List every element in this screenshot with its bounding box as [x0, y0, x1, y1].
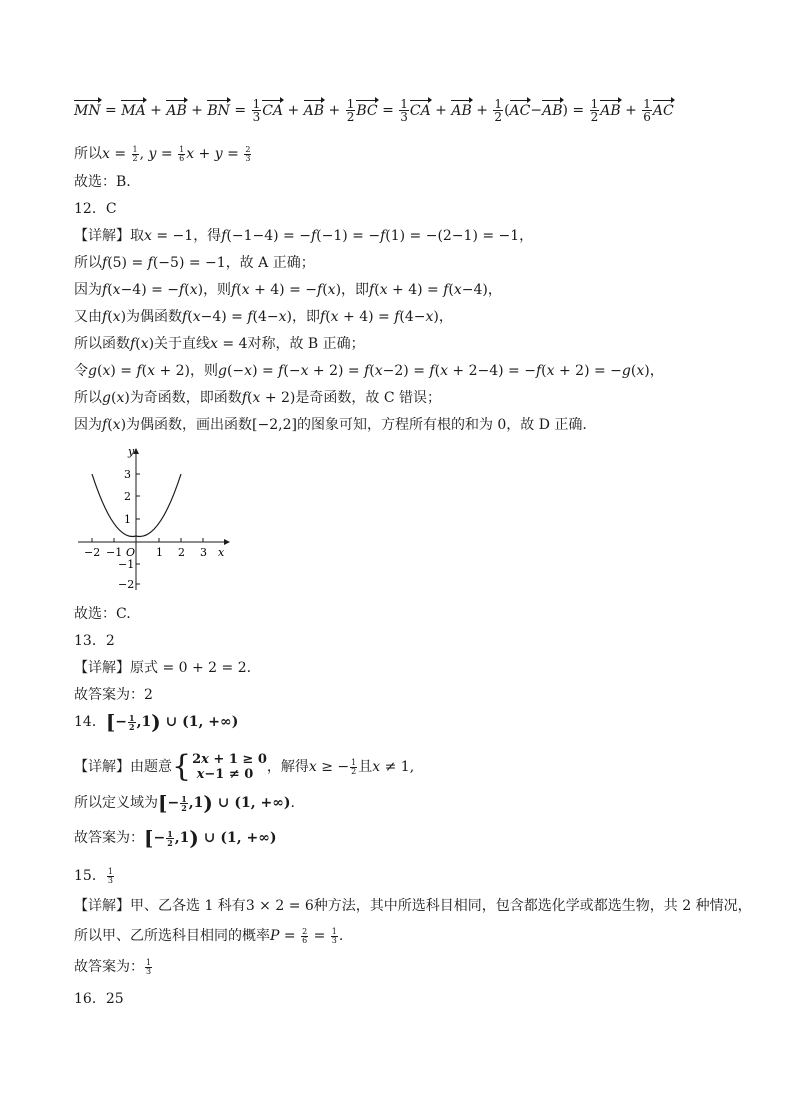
y-tick-label: 3: [124, 468, 131, 481]
x-tick-label: −1: [106, 546, 123, 559]
y-tick-label: −1: [118, 558, 135, 571]
question-16: 16．25: [74, 991, 124, 1007]
y-tick-label: 1: [124, 513, 131, 526]
question-14: 14．[− $\frac{1}{2}$ ,1) ∪ (1, +∞): [74, 710, 239, 734]
detail-15: 【详解】甲、乙各选 1 科有3 × 2 = 6种方法，其中所选科目相同，包含都选化学或都选生物，共 2 种情况，: [74, 898, 752, 914]
detail-14: 【详解】由题意 { 2x + 1 ≥ 0 x−1 ≠ 0 ，解得x ≥ − $\frac{1}{2}$ 且x ≠ 1,: [74, 749, 415, 784]
detail-12-line7: 所以g(x)为奇函数，即函数f(x + 2)是奇函数，故 C 错误；: [74, 390, 441, 406]
y-tick-label: −2: [118, 578, 135, 591]
detail-12-line5: 所以函数f(x)关于直线x = 4对称，故 B 正确；: [74, 336, 365, 352]
question-13: 13．2: [74, 633, 115, 649]
x-tick-label: −2: [84, 546, 101, 559]
solution-xy: 所以x = $\frac{1}{2}$ , y = $\frac{1}{6}$ x + y = $\frac{2}{3}$: [74, 144, 251, 163]
detail-12-line1: 【详解】取x = −1，得f(−1−4) = −f(−1) = −f(1) = −(2−1) = −1，: [74, 228, 534, 244]
x-tick-label: 1: [156, 546, 163, 559]
detail-14-line2: 所以定义域为[− $\frac{1}{2}$ ,1) ∪ (1, +∞).: [74, 791, 295, 815]
x-axis-arrow: [224, 539, 230, 545]
detail-12-line8: 因为f(x)为偶函数，画出函数[−2,2]的图象可知，方程所有根的和为 0，故 D 正确.: [74, 417, 587, 433]
answer-11: 故选：B.: [74, 174, 131, 190]
detail-15-line2: 所以甲、乙所选科目相同的概率P = $\frac{2}{6}$ = $\frac{1}{3}$ .: [74, 926, 344, 945]
question-15: 15． $\frac{1}{3}$: [74, 866, 113, 885]
answer-12: 故选：C.: [74, 606, 131, 622]
vector-equation: MN = MA + AB + BN = $\frac{1}{3}$ CA + AB + $\frac{1}{2}$ BC = $\frac{1}{3}$ CA + AB + $\frac{1}{2}$ (AC−AB) = $\frac{1}{2}$ AB + $\frac{1}{6}$ AC: [74, 97, 674, 124]
y-axis-label: y: [128, 445, 135, 458]
question-12: 12．C: [74, 201, 117, 217]
origin-label: O: [126, 546, 136, 559]
answer-13: 故答案为：2: [74, 687, 153, 703]
text: 所以: [74, 146, 102, 162]
detail-12-line2: 所以f(5) = f(−5) = −1，故 A 正确；: [74, 255, 315, 271]
detail-12-line3: 因为f(x−4) = −f(x)，则f(x + 4) = −f(x)，即f(x + 4) = f(x−4)，: [74, 282, 502, 298]
x-tick-label: 3: [200, 546, 207, 559]
detail-12-line4: 又由f(x)为偶函数f(x−4) = f(4−x)，即f(x + 4) = f(4−x)，: [74, 309, 453, 325]
detail-13: 【详解】原式 = 0 + 2 = 2.: [74, 660, 252, 676]
x-axis-label: x: [218, 546, 225, 559]
answer-15: 故答案为： $\frac{1}{3}$: [74, 957, 152, 976]
answer-14: 故答案为：[− $\frac{1}{2}$ ,1) ∪ (1, +∞): [74, 826, 277, 850]
function-graph: [74, 444, 234, 592]
y-tick-label: 2: [124, 490, 131, 503]
detail-12-line6: 令g(x) = f(x + 2)，则g(−x) = f(−x + 2) = f(x−2) = f(x + 2−4) = −f(x + 2) = −g(x)，: [74, 363, 664, 379]
x-tick-label: 2: [178, 546, 185, 559]
